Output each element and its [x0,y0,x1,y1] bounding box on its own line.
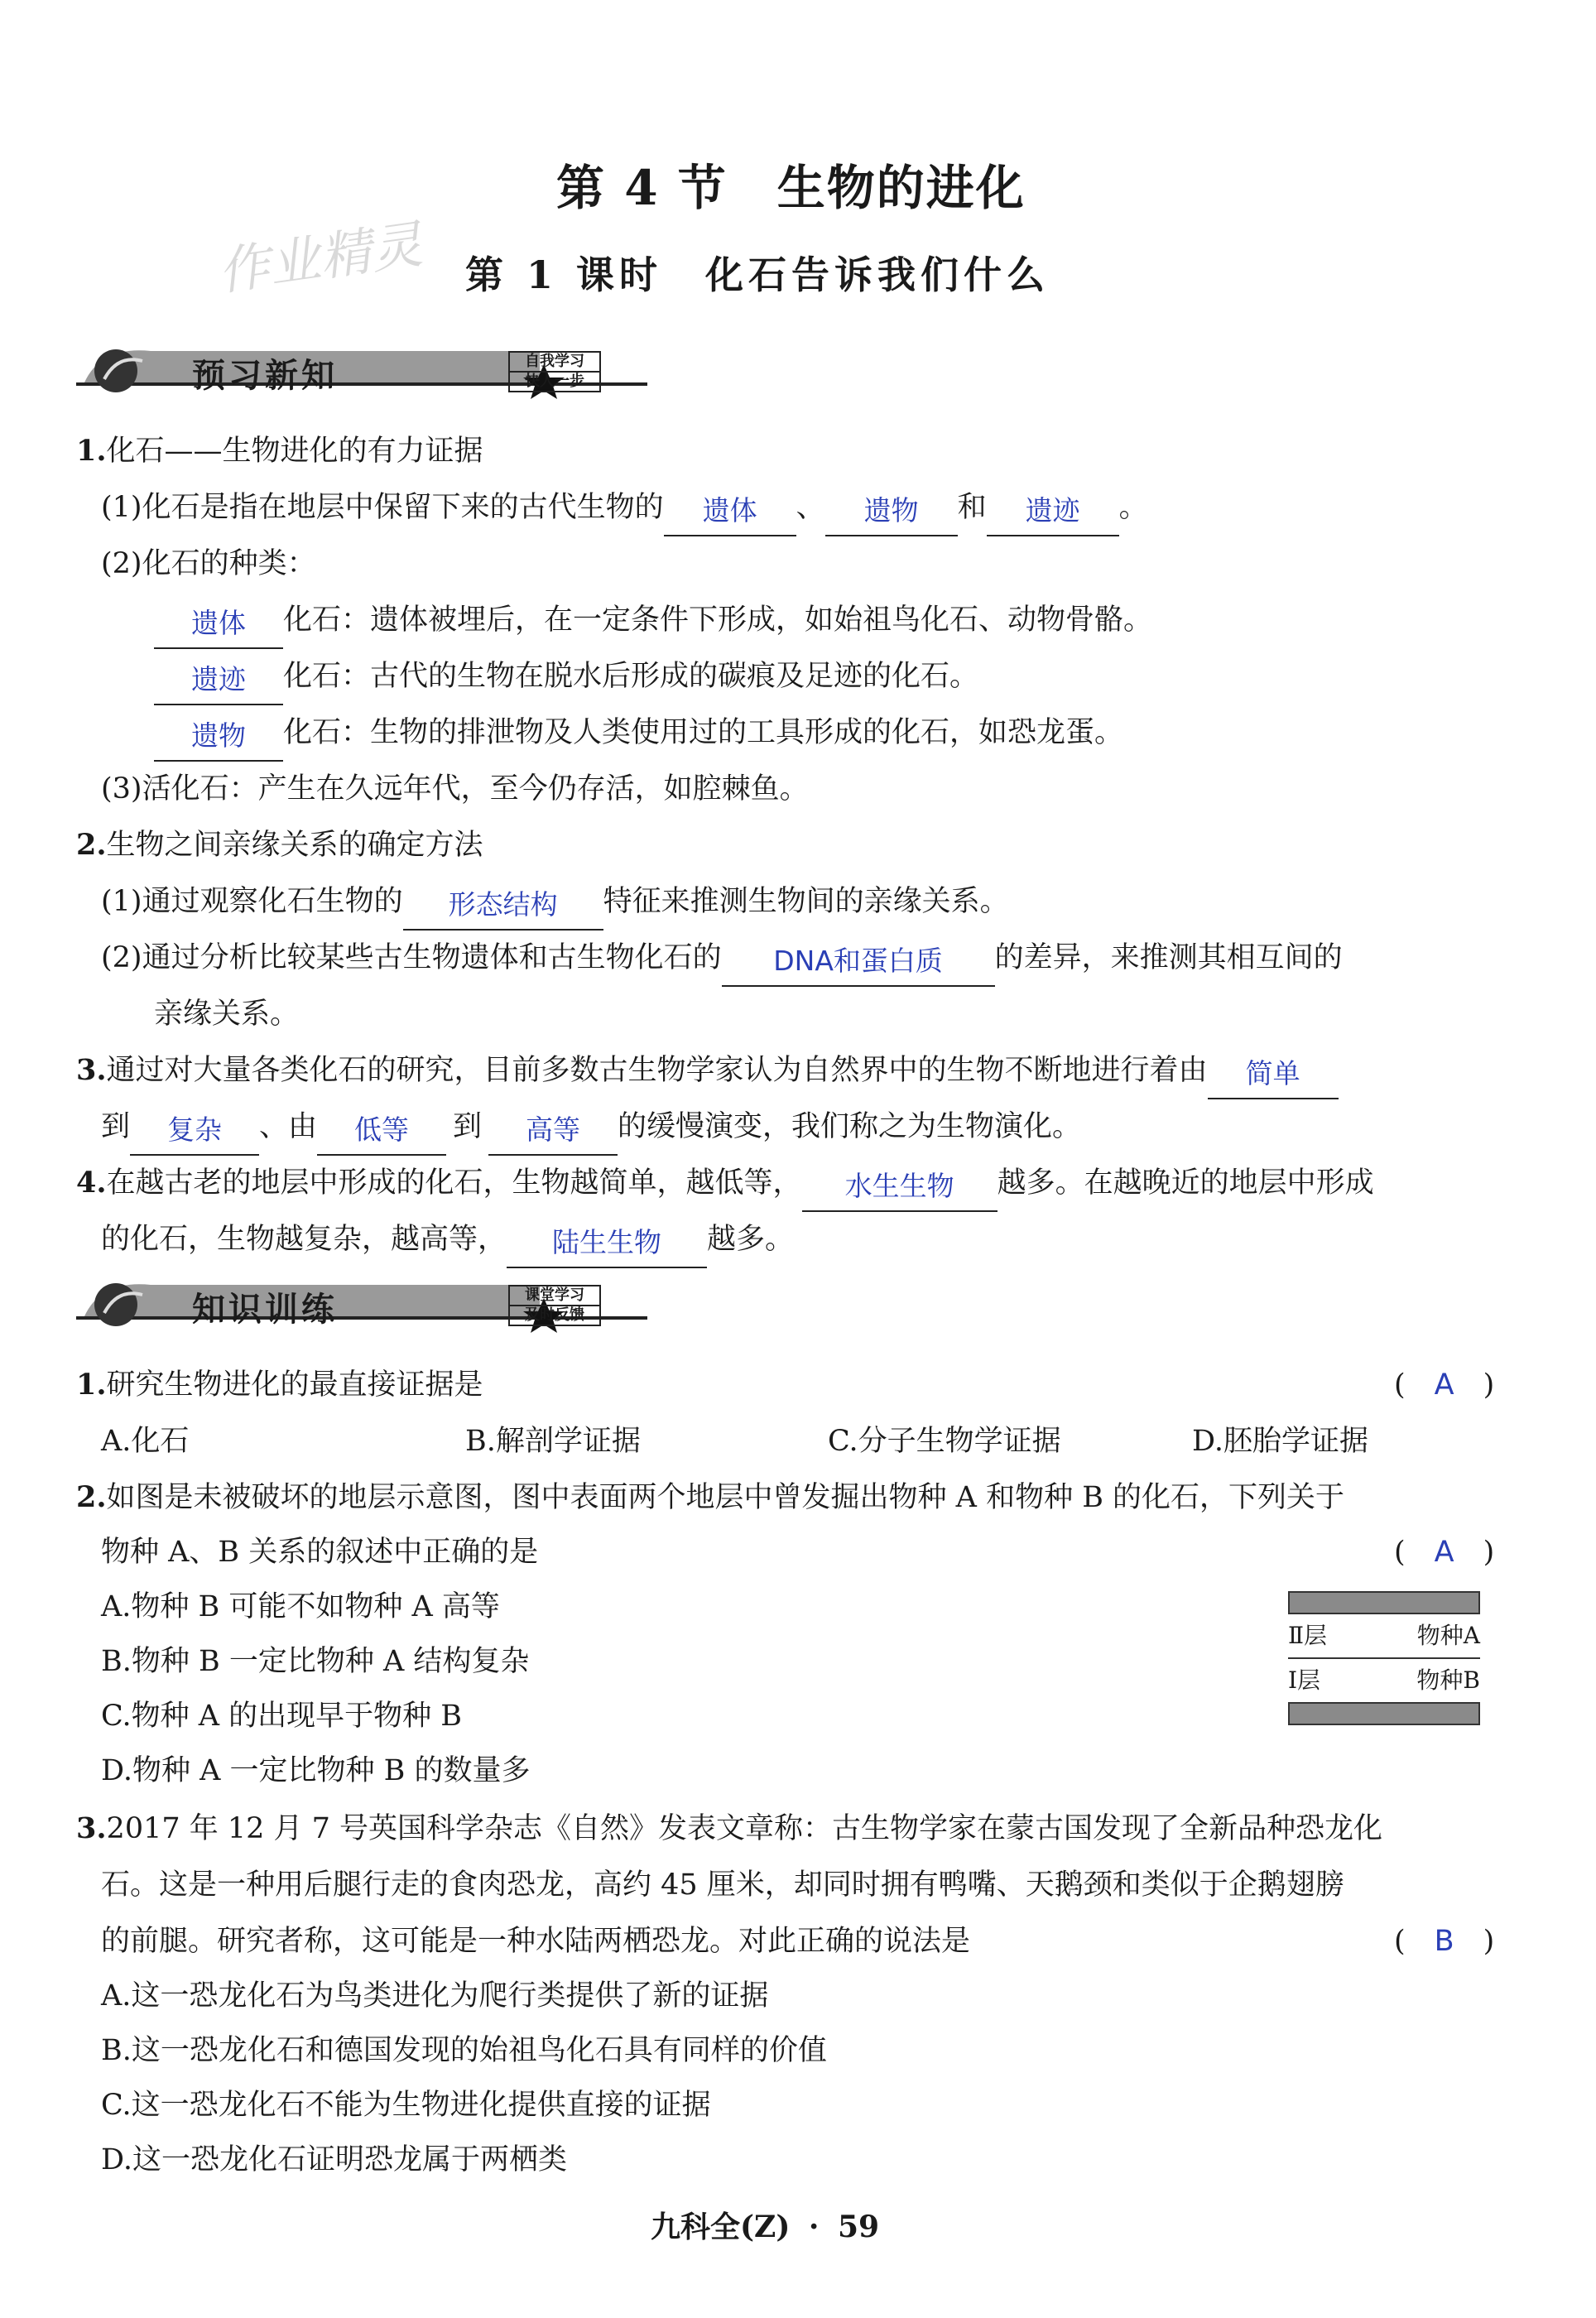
watermark: 作业精灵 [214,214,426,302]
footer-book: 九科全(Z) [651,2210,791,2244]
blank-q3-a: 简单 [1208,1055,1339,1099]
training-q3-option-a: A.这一恐龙化石为鸟类进化为爬行类提供了新的证据 [101,1979,769,2013]
blank-q1-2c: 遗物 [154,717,283,762]
training-q2-stem-2: 物种 A、B 关系的叙述中正确的是 [101,1536,539,1569]
preview-q1-1: (1)化石是指在地层中保留下来的古代生物的 遗体 、 遗物 和 遗迹 。 [101,479,1148,536]
preview-q2-title: 2.生物之间亲缘关系的确定方法 [76,828,483,862]
page-number: 59 [838,2210,880,2244]
training-q2-option-d: D.物种 A 一定比物种 B 的数量多 [101,1754,531,1787]
training-q3-stem-3: 的前腿。研究者称，这可能是一种水陆两栖恐龙。对此正确的说法是 [101,1925,971,1958]
preview-q2-2: (2)通过分析比较某些古生物遗体和古生物化石的 DNA和蛋白质 的差异，来推测其相互间的 [101,929,1343,987]
footer-dot: · [808,2210,820,2244]
training-q2-option-b: B.物种 B 一定比物种 A 结构复杂 [101,1645,530,1678]
strata-layer-1-label: Ⅰ层 [1288,1666,1321,1694]
training-q1-stem: 1.研究生物进化的最直接证据是 [76,1368,483,1402]
preview-q1-2a: 遗体 化石：遗体被埋后，在一定条件下形成，如始祖鸟化石、动物骨骼。 [154,591,1152,649]
preview-q4-line2: 的化石，生物越复杂，越高等， 陆生生物 越多。 [101,1210,794,1268]
strata-layer-2-label: Ⅱ层 [1288,1622,1328,1649]
banner-training-tag [508,1285,601,1326]
training-q1-option-a: A.化石 [101,1425,190,1458]
section-title: 第 4 节 生物的进化 [556,160,1026,216]
training-q2-answer: ( A ) [1394,1536,1495,1569]
training-q3-stem-2: 石。这是一种用后腿行走的食肉恐龙，高约 45 厘米，却同时拥有鸭嘴、天鹅颈和类似于企鹅翅膀 [101,1868,1344,1902]
blank-q1-2a: 遗体 [154,604,283,649]
banner-training-tag-top: 课堂学习 [525,1286,584,1304]
strata-layer-2-species: 物种A [1416,1622,1480,1649]
banner-training-tag-bottom: 及时反馈 [510,1305,599,1325]
preview-q2-2-cont: 亲缘关系。 [154,998,300,1031]
banner-preview [76,346,656,404]
strata-layer-2 [1288,1614,1480,1659]
banner-training [76,1280,656,1338]
strata-bottom-layer [1288,1702,1480,1725]
training-q1-option-d: D.胚胎学证据 [1192,1425,1368,1458]
training-q1-option-c: C.分子生物学证据 [828,1425,1061,1458]
preview-q1-3: (3)活化石：产生在久远年代，至今仍存活，如腔棘鱼。 [101,772,809,806]
blank-q3-c: 低等 [317,1111,446,1156]
training-q1-answer: ( A ) [1394,1368,1495,1402]
strata-diagram [1288,1591,1480,1725]
blank-q2-2: DNA和蛋白质 [722,942,995,987]
blank-q3-b: 复杂 [130,1111,259,1156]
preview-q1-title: 1.化石——生物进化的有力证据 [76,434,483,468]
preview-q1-2c: 遗物 化石：生物的排泄物及人类使用过的工具形成的化石，如恐龙蛋。 [154,704,1123,762]
blank-q4-a: 水生生物 [802,1167,997,1212]
blank-q1-1-b: 遗物 [825,492,958,536]
strata-layer-1-species: 物种B [1416,1666,1480,1694]
blank-q3-d: 高等 [488,1111,618,1156]
training-q2-option-c: C.物种 A 的出现早于物种 B [101,1700,463,1733]
preview-q2-1: (1)通过观察化石生物的 形态结构 特征来推测生物间的亲缘关系。 [101,873,1009,931]
preview-q3-line1: 3.通过对大量各类化石的研究，目前多数古生物学家认为自然界中的生物不断地进行着由 简单 [76,1041,1339,1099]
page-footer [651,2204,879,2246]
preview-q1-2b: 遗迹 化石：古代的生物在脱水后形成的碳痕及足迹的化石。 [154,647,978,705]
blank-q2-1: 形态结构 [403,886,603,931]
strata-top-layer [1288,1591,1480,1614]
blank-q1-1-c: 遗迹 [987,492,1119,536]
preview-q4-line1: 4.在越古老的地层中形成的化石，生物越简单，越低等， 水生生物 越多。在越晚近的地层中形成 [76,1154,1374,1212]
blank-q1-2b: 遗迹 [154,661,283,705]
training-q3-answer: ( B ) [1394,1925,1495,1958]
training-q2-option-a: A.物种 B 可能不如物种 A 高等 [101,1590,500,1623]
training-q2-stem-1: 2.如图是未被破坏的地层示意图，图中表面两个地层中曾发掘出物种 A 和物种 B 的化石，下列关于 [76,1480,1345,1514]
banner-preview-tag-top: 自我学习 [525,353,584,370]
training-q3-option-d: D.这一恐龙化石证明恐龙属于两栖类 [101,2143,567,2176]
training-q3-stem-1: 3.2017 年 12 月 7 号英国科学杂志《自然》发表文章称：古生物学家在蒙古国发现了全新品种恐龙化 [76,1811,1383,1845]
preview-q1-2: (2)化石的种类： [101,547,316,580]
lesson-title: 第 1 课时 化石告诉我们什么 [465,252,1050,297]
preview-q3-line2: 到 复杂 、由 低等 到 高等 的缓慢演变，我们称之为生物演化。 [101,1098,1081,1156]
training-q1-option-b: B.解剖学证据 [465,1425,641,1458]
training-q3-option-b: B.这一恐龙化石和德国发现的始祖鸟化石具有同样的价值 [101,2034,827,2067]
banner-preview-title: 预习新知 [192,357,338,395]
blank-q1-1-a: 遗体 [664,492,796,536]
banner-training-title: 知识训练 [192,1291,338,1329]
blank-q4-b: 陆生生物 [507,1224,707,1268]
strata-layer-1 [1288,1659,1480,1702]
training-q3-option-c: C.这一恐龙化石不能为生物进化提供直接的证据 [101,2089,711,2122]
banner-preview-tag [508,351,601,392]
banner-preview-tag-bottom: 快人一步 [510,371,599,391]
